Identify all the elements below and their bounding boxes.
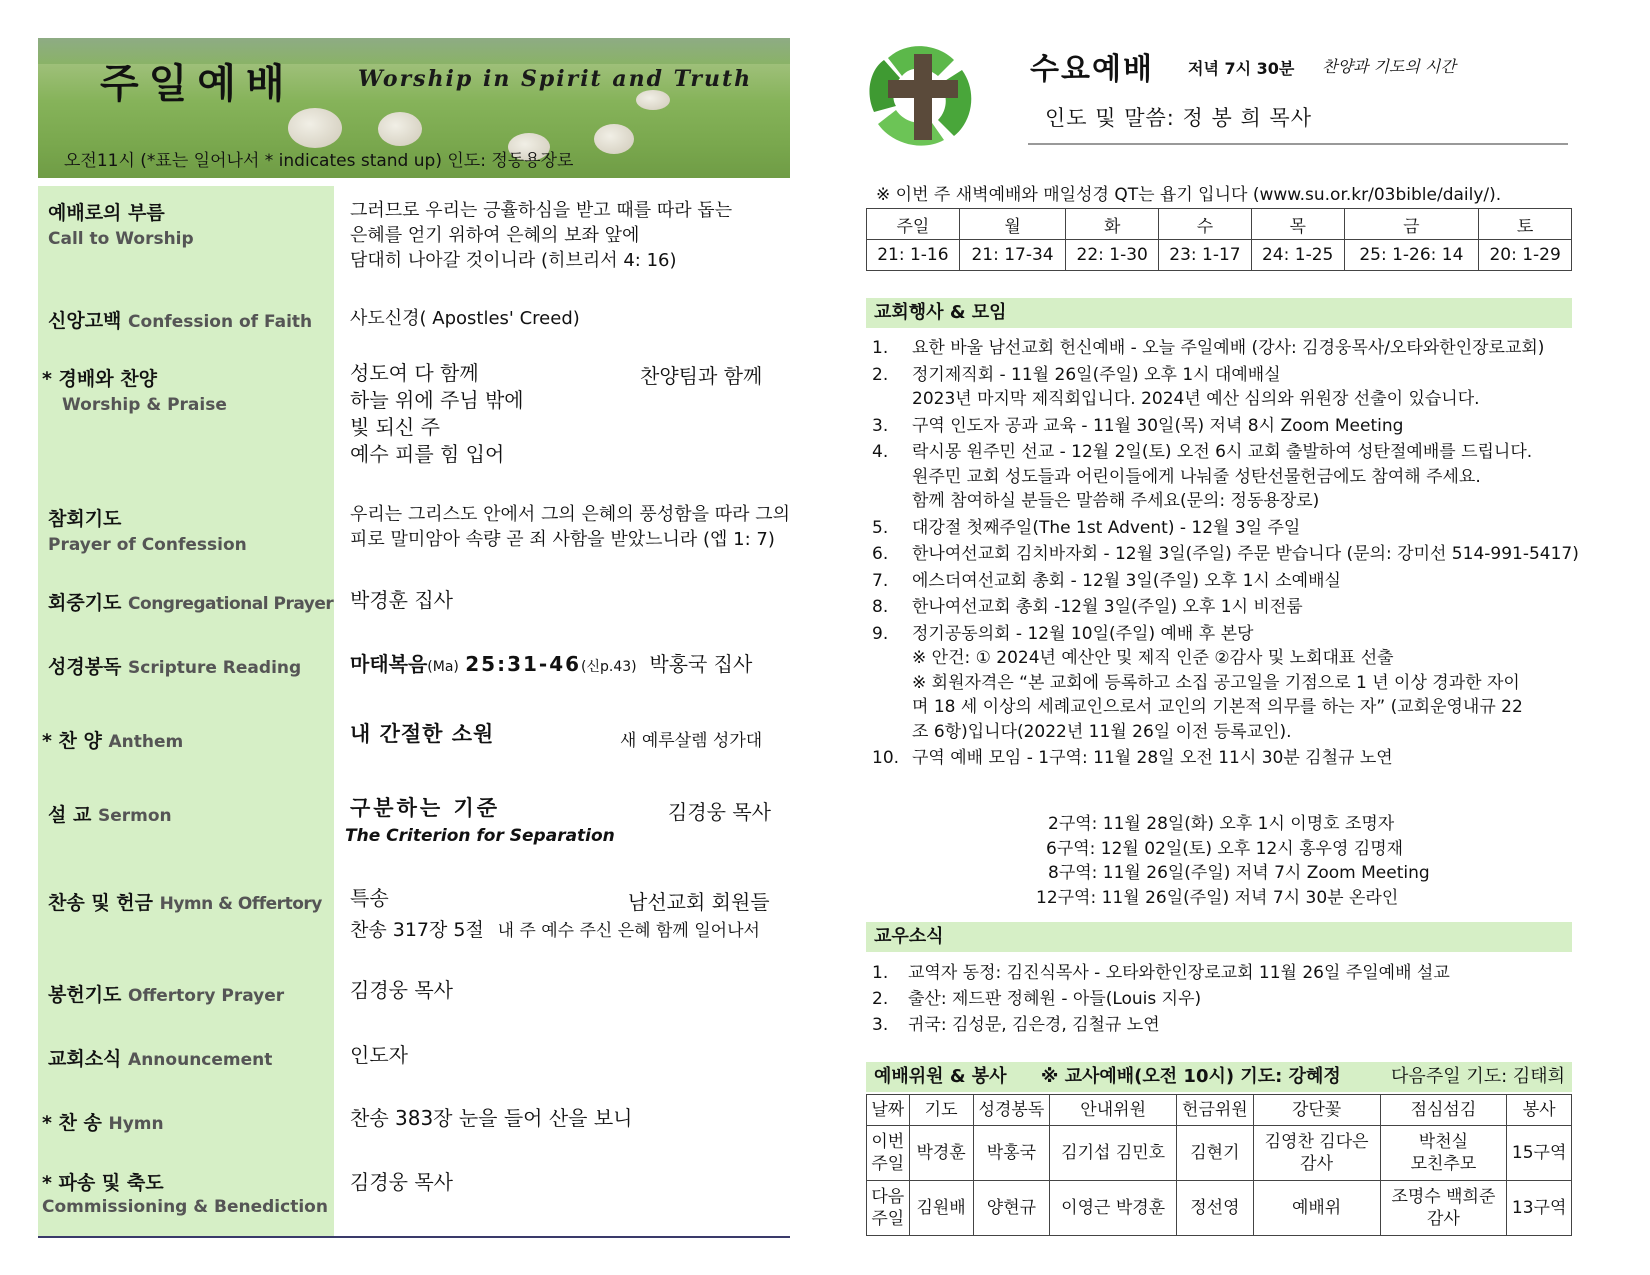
event-text: ※ 안건: ① 2024년 예산안 및 제직 인준 ②감사 및 노회대표 선출: [912, 648, 1394, 668]
creed-ko: 신앙고백: [48, 310, 122, 332]
worship-title: 주일예배: [100, 61, 295, 107]
church-cross-logo: [868, 40, 978, 150]
order-offertory-prayer-label: [48, 980, 284, 1007]
event-text: ※ 회원자격은 “본 교회에 등록하고 소집 공고일을 기점으로 1 년 이상 경과한 자이: [912, 672, 1520, 693]
event-text: 대강절 첫째주일(The 1st Advent) - 12월 3일 주일: [912, 517, 1301, 538]
news-heading: 교우소식: [866, 922, 1572, 952]
event-number: 5.: [872, 517, 889, 538]
sermon-preacher: 김경웅 목사: [668, 800, 771, 824]
sheep-image: [378, 112, 422, 146]
event-item: [872, 569, 1579, 594]
event-number: 10.: [872, 748, 900, 768]
event-item: [872, 671, 1579, 696]
offertory-prayer-content: 김경웅 목사: [350, 978, 453, 1002]
qt-day: 주일: [867, 209, 960, 240]
benediction-content: 김경웅 목사: [350, 1170, 453, 1194]
duty-cell: 이영근 박경훈: [1050, 1181, 1177, 1236]
offertory-hymn-title: 내 주 예수 주신 은혜 함께 일어나서: [497, 921, 760, 941]
praise-song: 빛 되신 주: [350, 415, 440, 439]
duty-cell: 김원배: [909, 1181, 973, 1236]
news-list: [872, 960, 1450, 1038]
confession-line: 우리는 그리스도 안에서 그의 은혜의 풍성함을 따라 그의: [350, 504, 790, 525]
duty-cell: 김현기: [1177, 1126, 1254, 1181]
order-cong-prayer-content: 박경훈 집사: [350, 588, 453, 612]
order-benediction-label: [42, 1168, 328, 1217]
order-bottom-rule: [38, 1236, 790, 1238]
order-offertory-label: [48, 888, 322, 915]
event-number: 3.: [872, 415, 889, 436]
praise-team: 찬양팀과 함께: [640, 364, 763, 388]
worship-subtitle: Worship in Spirit and Truth: [358, 66, 753, 92]
qt-reading: 21: 17-34: [959, 240, 1066, 271]
qt-reading: 24: 1-25: [1251, 240, 1344, 271]
event-number: 4.: [872, 442, 889, 462]
wednesday-time: 저녁 7시 30분: [1188, 59, 1295, 78]
teacher-note-text: ※ 교사예배(오전 10시) 기도: 강혜정: [1040, 1066, 1341, 1087]
event-number: [872, 387, 912, 412]
event-item: [872, 363, 1579, 388]
qt-day-row: [867, 209, 1572, 240]
duty-header-cell: 안내위원: [1050, 1095, 1177, 1126]
event-number: 9.: [872, 623, 889, 644]
event-text: 2023년 마지막 제직회입니다. 2024년 예산 심의와 위원장 선출이 있습니다.: [912, 389, 1480, 409]
event-text: 락시몽 원주민 선교 - 12월 2일(토) 오전 6시 교회 출발하여 성탄절예배를 드립니다.: [912, 442, 1533, 462]
duty-heading: 예배위원 & 봉사: [874, 1066, 1007, 1087]
event-item: [872, 542, 1579, 567]
event-number: 6.: [872, 544, 889, 564]
district-schedule: [1036, 812, 1430, 910]
praise-ko: * 경배와 찬양: [42, 368, 157, 390]
sermon-ko: 설 교: [48, 804, 92, 826]
order-anthem-label: [42, 726, 183, 753]
duty-cell: 박경훈: [909, 1126, 973, 1181]
duty-table: [866, 1094, 1572, 1236]
sermon-en: Sermon: [97, 806, 172, 826]
offertory-en: Hymn & Offertory: [159, 894, 322, 914]
event-number: [872, 695, 912, 720]
anthem-title: 내 간절한 소원: [350, 722, 495, 746]
benediction-en: Commissioning & Benediction: [42, 1197, 328, 1217]
announcement-content: 인도자: [350, 1043, 408, 1067]
sheep-image: [636, 90, 670, 110]
hymn-en: Hymn: [108, 1114, 164, 1134]
event-item: [872, 440, 1579, 465]
qt-reading: 21: 1-16: [867, 240, 960, 271]
qt-day: 화: [1066, 209, 1159, 240]
next-prayer: 다음주일 기도: 김태희: [1391, 1066, 1566, 1087]
praise-song: 예수 피를 힘 입어: [350, 442, 505, 466]
order-hymn-label: [42, 1108, 164, 1135]
offertory-prayer-en: Offertory Prayer: [128, 986, 285, 1006]
qt-note: ※ 이번 주 새벽예배와 매일성경 QT는 욥기 입니다 (www.su.or.kr/03bible/daily/).: [876, 185, 1502, 205]
news-number: 1.: [872, 963, 889, 983]
event-text: 정기제직회 - 11월 26일(주일) 오후 1시 대예배실: [912, 364, 1281, 385]
order-praise-content: [350, 360, 524, 468]
qt-reading: 23: 1-17: [1159, 240, 1252, 271]
news-number: 3.: [872, 1015, 889, 1035]
news-text: 교역자 동정: 김진식목사 - 오타와한인장로교회 11월 26일 주일예배 설교: [908, 963, 1450, 983]
event-number: [872, 465, 912, 490]
praise-en: Worship & Praise: [62, 395, 227, 415]
scripture-en: Scripture Reading: [128, 658, 302, 678]
hymn-ko: * 찬 송: [42, 1112, 102, 1134]
offertory-ko: 찬송 및 헌금: [48, 892, 153, 914]
duty-cell: 이번 주일: [867, 1126, 910, 1181]
qt-reading-table: [866, 208, 1572, 271]
event-item: [872, 695, 1579, 720]
sheep-image: [288, 108, 342, 148]
district-line: 6구역: 12월 02일(토) 오후 12시 홍우영 김명재: [1046, 838, 1404, 859]
scripture-verse: 25:31-46: [465, 652, 582, 676]
duty-cell: 15구역: [1507, 1126, 1572, 1181]
district-line: 12구역: 11월 26일(주일) 저녁 7시 30분 온라인: [1036, 887, 1399, 908]
event-text: 구역 예배 모임 - 1구역: 11월 28일 오전 11시 30분 김철규 노연: [912, 748, 1393, 768]
call-line: 그러므로 우리는 긍휼하심을 받고 때를 따라 돕는: [350, 200, 733, 221]
duty-header-cell: 점심섬김: [1380, 1095, 1507, 1126]
duty-header-cell: 헌금위원: [1177, 1095, 1254, 1126]
order-call-en: Call to Worship: [48, 229, 194, 249]
duty-cell: 김기섭 김민호: [1050, 1126, 1177, 1181]
event-item: [872, 414, 1579, 439]
order-label-column: [38, 186, 334, 1236]
order-sermon-label: [48, 800, 172, 827]
qt-reading: 25: 1-26: 14: [1344, 240, 1479, 271]
order-call-ko: 예배로의 부름: [48, 202, 165, 224]
news-item: [872, 960, 1450, 986]
scripture-book: 마태복음: [350, 652, 428, 676]
duty-header-cell: 날짜: [867, 1095, 910, 1126]
confession-en: Prayer of Confession: [48, 535, 247, 555]
order-confession-label: [48, 504, 247, 555]
duty-header-cell: 성경봉독: [973, 1095, 1050, 1126]
cong-prayer-en: Congregational Prayer: [128, 594, 334, 614]
duty-header-cell: 기도: [909, 1095, 973, 1126]
event-item: [872, 489, 1579, 514]
duty-cell: 조명수 백희준 감사: [1380, 1181, 1507, 1236]
creed-en: Confession of Faith: [128, 312, 313, 332]
cong-prayer-ko: 회중기도: [48, 592, 122, 614]
duty-header-cell: 강단꽃: [1253, 1095, 1380, 1126]
event-text: 에스더여선교회 총회 - 12월 3일(주일) 오후 1시 소예배실: [912, 570, 1341, 591]
event-item: [872, 516, 1579, 541]
news-text: 출산: 제드판 정혜원 - 아들(Louis 지우): [908, 989, 1202, 1009]
duty-cell: 김영찬 김다은 감사: [1253, 1126, 1380, 1181]
order-creed-label: [48, 306, 312, 333]
scripture-ko: 성경봉독: [48, 656, 122, 678]
call-line: 담대히 나아갈 것이니라 (히브리서 4: 16): [350, 250, 677, 271]
order-cong-prayer-label: [48, 588, 333, 615]
duty-header-cell: 봉사: [1507, 1095, 1572, 1126]
anthem-en: Anthem: [108, 732, 184, 752]
order-announcement-label: [48, 1044, 272, 1071]
announcement-ko: 교회소식: [48, 1048, 122, 1070]
duty-cell: 양현규: [973, 1181, 1050, 1236]
offertory-hymn: [350, 918, 760, 944]
wednesday-tagline: 찬양과 기도의 시간: [1322, 57, 1456, 76]
event-number: [872, 489, 912, 514]
qt-day: 수: [1159, 209, 1252, 240]
anthem-ko: * 찬 양: [42, 730, 102, 752]
worship-banner: [38, 38, 790, 178]
wednesday-leader: 인도 및 말씀: 정 봉 희 목사: [1045, 106, 1312, 130]
event-item: [872, 595, 1579, 620]
event-text: 조 6항)입니다(2022년 11월 26일 이전 등록교인).: [912, 721, 1292, 742]
confession-ko: 참회기도: [48, 508, 122, 530]
duty-cell: 정선영: [1177, 1181, 1254, 1236]
district-line: 8구역: 11월 26일(주일) 저녁 7시 Zoom Meeting: [1048, 863, 1430, 883]
event-item: [872, 746, 1579, 771]
praise-song: 하늘 위에 주님 밖에: [350, 388, 524, 412]
anthem-choir: 새 예루살렘 성가대: [620, 731, 763, 751]
praise-song: 성도여 다 함께: [350, 361, 479, 385]
event-number: 2.: [872, 364, 889, 385]
wednesday-title: 수요예배: [1030, 52, 1154, 87]
duty-header-row: [867, 1095, 1572, 1126]
order-praise-label: [42, 364, 227, 415]
event-text: 한나여선교회 총회 -12월 3일(주일) 오후 1시 비전룸: [912, 597, 1303, 617]
event-number: [872, 646, 912, 671]
call-line: 은혜를 얻기 위하여 은혜의 보좌 앞에: [350, 225, 640, 246]
qt-day: 금: [1344, 209, 1479, 240]
event-number: [872, 720, 912, 745]
news-number: 2.: [872, 989, 889, 1009]
event-item: [872, 465, 1579, 490]
duty-cell: 박천실 모친추모: [1380, 1126, 1507, 1181]
news-item: [872, 986, 1450, 1012]
event-number: 7.: [872, 570, 889, 591]
event-item: [872, 646, 1579, 671]
qt-reading: 20: 1-29: [1479, 240, 1572, 271]
sermon-title: 구분하는 기준: [350, 796, 501, 820]
event-number: 8.: [872, 597, 889, 617]
duty-row: [867, 1126, 1572, 1181]
event-text: 한나여선교회 김치바자회 - 12월 3일(주일) 주문 받습니다 (문의: 강미선 514-991-5417): [912, 544, 1579, 564]
news-item: [872, 1012, 1450, 1038]
confession-line: 피로 말미암아 속량 곧 죄 사함을 받았느니라 (엡 1: 7): [350, 529, 775, 550]
benediction-ko: * 파송 및 축도: [42, 1172, 164, 1194]
order-call-content: [350, 198, 732, 273]
order-scripture-label: [48, 652, 301, 679]
event-text: 며 18 세 이상의 세례교인으로서 교인의 기본적 의무를 하는 자” (교회운영내규 22: [912, 697, 1523, 717]
order-confession-content: [350, 502, 790, 552]
event-item: [872, 336, 1579, 361]
qt-day: 월: [959, 209, 1066, 240]
offertory-special: 특송: [350, 886, 389, 910]
offertory-prayer-ko: 봉헌기도: [48, 984, 122, 1006]
district-line: 2구역: 11월 28일(화) 오후 1시 이명호 조명자: [1048, 814, 1395, 834]
event-text: 원주민 교회 성도들과 어린이들에게 나눠줄 성탄선물헌금에도 참여해 주세요.: [912, 466, 1481, 487]
qt-reading: 22: 1-30: [1066, 240, 1159, 271]
event-item: [872, 622, 1579, 647]
event-item: [872, 387, 1579, 412]
order-scripture-content: [350, 652, 752, 680]
scripture-abbr: (Ma): [427, 659, 459, 675]
event-text: 요한 바울 남선교회 헌신예배 - 오늘 주일예배 (강사: 김경웅목사/오타와한인장로교회): [912, 338, 1545, 358]
sheep-image: [594, 124, 634, 154]
order-call-label: [48, 198, 194, 249]
event-text: 정기공동의회 - 12월 10일(주일) 예배 후 본당: [912, 623, 1254, 644]
event-item: [872, 720, 1579, 745]
event-text: 함께 참여하실 분들은 말씀해 주세요(문의: 정동용장로): [912, 491, 1320, 511]
scripture-reader: 박홍국 집사: [649, 652, 753, 676]
event-text: 구역 인도자 공과 교육 - 11월 30일(목) 저녁 8시 Zoom Meeting: [912, 415, 1404, 436]
duty-cell: 박홍국: [973, 1126, 1050, 1181]
duty-heading-bar: [866, 1062, 1572, 1092]
hymn-content: 찬송 383장 눈을 들어 산을 보니: [350, 1106, 633, 1130]
worship-time-leader: 오전11시 (*표는 일어나서 * indicates stand up) 인도: 정동용장로: [64, 151, 574, 171]
offertory-performer: 남선교회 회원들: [628, 890, 770, 914]
duty-cell: 예배위: [1253, 1181, 1380, 1236]
duty-cell: 다음 주일: [867, 1181, 910, 1236]
event-number: [872, 671, 912, 696]
events-list: [872, 336, 1579, 771]
qt-day: 토: [1479, 209, 1572, 240]
wednesday-rule: [1028, 143, 1568, 145]
events-heading: 교회행사 & 모임: [866, 298, 1572, 328]
duty-row: [867, 1181, 1572, 1236]
scripture-page: (신p.43): [581, 659, 637, 675]
order-creed-content: 사도신경( Apostles' Creed): [350, 308, 580, 329]
duty-cell: 13구역: [1507, 1181, 1572, 1236]
event-number: 1.: [872, 338, 889, 358]
announcement-en: Announcement: [128, 1050, 273, 1070]
qt-day: 목: [1251, 209, 1344, 240]
sermon-title-en: The Criterion for Separation: [345, 826, 615, 846]
offertory-hymn-no: 찬송 317장 5절: [350, 919, 484, 941]
news-text: 귀국: 김성문, 김은경, 김철규 노연: [908, 1015, 1160, 1035]
qt-reading-row: [867, 240, 1572, 271]
teacher-worship-note: [1041, 1066, 1341, 1087]
